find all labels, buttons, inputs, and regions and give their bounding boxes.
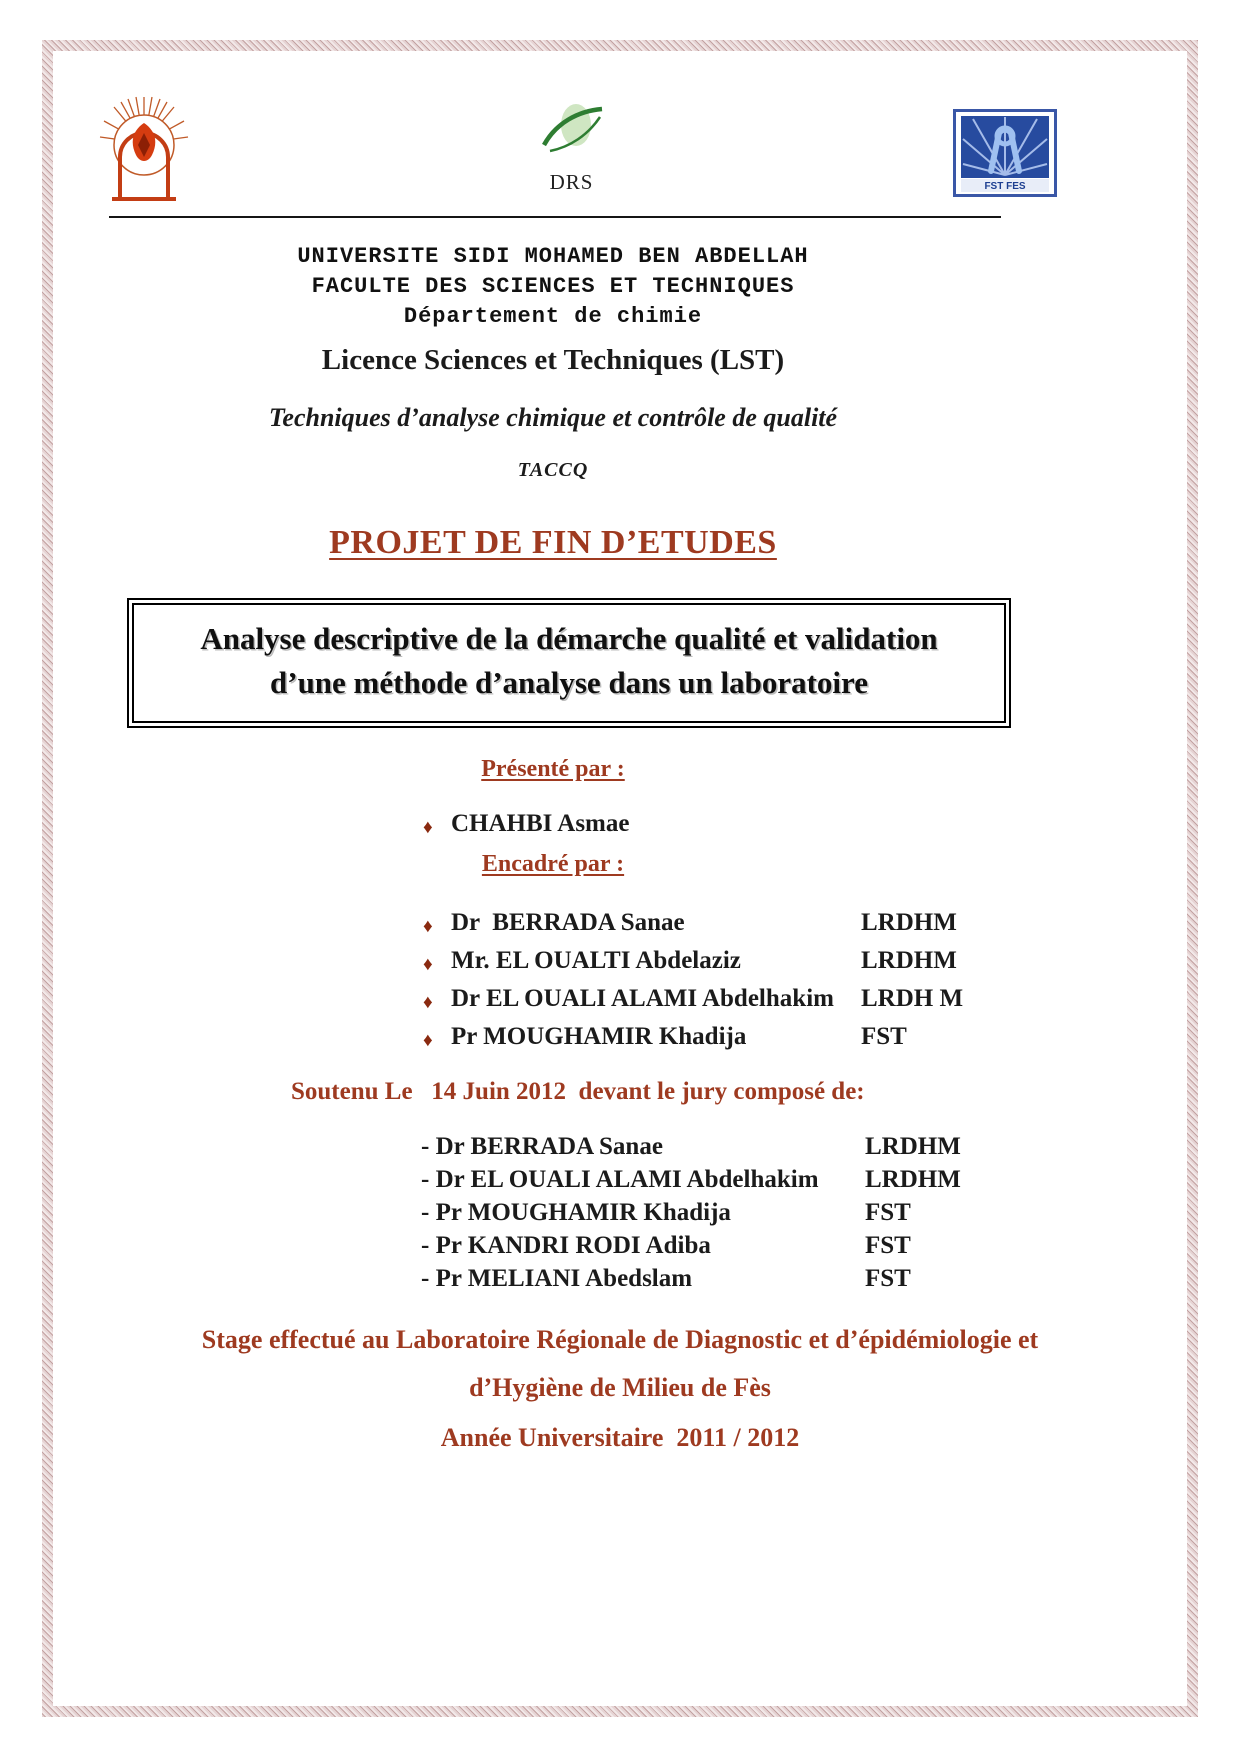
decorative-page-border (42, 40, 1198, 1717)
fst-logo (953, 109, 1057, 202)
specialty-title: Techniques d’analyse chimique et contrôle de qualité (268, 403, 838, 432)
diamond-bullet-icon: ♦ (423, 992, 433, 1013)
jury-row (421, 1163, 1187, 1196)
supervisor-name: Mr. EL OUALTI Abdelaziz (451, 947, 741, 974)
faculty-name: FACULTE DES SCIENCES ET TECHNIQUES (311, 274, 795, 299)
drs-logo (536, 97, 608, 195)
jury-row (421, 1130, 1187, 1163)
internship-location-line2: d’Hygiène de Milieu de Fès (469, 1373, 771, 1402)
jury-member-affiliation: FST (865, 1199, 911, 1226)
supervisor-name: Dr BERRADA Sanae (451, 909, 685, 936)
jury-member-name: - Pr MOUGHAMIR Khadija (421, 1199, 731, 1226)
jury-member-name: - Pr MELIANI Abedslam (421, 1265, 693, 1292)
diamond-bullet-icon: ♦ (423, 1030, 433, 1051)
supervisor-affiliation: FST (861, 1023, 907, 1050)
jury-member-affiliation: FST (865, 1265, 911, 1292)
page-title: PROJET DE FIN D’ETUDES (329, 524, 777, 561)
supervised-by-label: Encadré par : (481, 851, 625, 877)
supervisor-affiliation: LRDH M (861, 985, 964, 1012)
jury-member-affiliation: LRDHM (865, 1133, 961, 1160)
thesis-title-box (127, 598, 1011, 728)
supervisor-name: Pr MOUGHAMIR Khadija (451, 1023, 747, 1050)
supervisor-row (423, 944, 1187, 982)
fst-logo-label: FST FES (984, 181, 1026, 192)
jury-member-name: - Dr EL OUALI ALAMI Abdelhakim (421, 1166, 819, 1193)
logos-row (53, 51, 1187, 210)
thesis-title-line2: d’une méthode d’analyse dans un laboratoire (270, 665, 868, 700)
jury-list (53, 1130, 1187, 1295)
author-name: CHAHBI Asmae (451, 810, 630, 837)
jury-member-name: - Dr BERRADA Sanae (421, 1133, 663, 1160)
supervisor-row (423, 982, 1187, 1020)
jury-row (421, 1196, 1187, 1229)
drs-leaf-icon (536, 97, 608, 163)
thesis-title-line1: Analyse descriptive de la démarche qualité et validation (200, 621, 938, 656)
degree-title: Licence Sciences et Techniques (LST) (321, 344, 785, 376)
supervisors-list (53, 906, 1187, 1058)
drs-logo-label: DRS (549, 170, 594, 194)
jury-row (421, 1229, 1187, 1262)
diamond-bullet-icon: ♦ (423, 817, 433, 838)
university-emblem-icon (98, 93, 190, 205)
diamond-bullet-icon: ♦ (423, 954, 433, 975)
fst-emblem-icon (953, 109, 1057, 197)
supervisor-name: Dr EL OUALI ALAMI Abdelhakim (451, 985, 834, 1012)
supervisor-affiliation: LRDHM (861, 947, 957, 974)
thesis-title (132, 603, 1006, 723)
specialty-acronym: TACCQ (517, 459, 589, 481)
supervisor-row (423, 1020, 1187, 1058)
defense-line: Soutenu Le 14 Juin 2012 devant le jury composé de: (291, 1078, 865, 1105)
supervisor-row (423, 906, 1187, 944)
jury-row (421, 1262, 1187, 1295)
university-name: UNIVERSITE SIDI MOHAMED BEN ABDELLAH (297, 244, 809, 269)
supervisor-affiliation: LRDHM (861, 909, 957, 936)
department-name: Département de chimie (403, 304, 703, 329)
header-divider (109, 216, 1001, 218)
presented-by-label: Présenté par : (481, 756, 625, 782)
internship-location-line1: Stage effectué au Laboratoire Régionale de Diagnostic et d’épidémiologie et (201, 1325, 1039, 1354)
page-sheet (53, 51, 1187, 1706)
jury-member-name: - Pr KANDRI RODI Adiba (421, 1232, 711, 1259)
university-logo (98, 93, 190, 210)
institution-block (53, 242, 1053, 482)
diamond-bullet-icon: ♦ (423, 916, 433, 937)
jury-member-affiliation: FST (865, 1232, 911, 1259)
academic-year: Année Universitaire 2011 / 2012 (440, 1423, 800, 1452)
jury-member-affiliation: LRDHM (865, 1166, 961, 1193)
author-row (423, 807, 1187, 845)
